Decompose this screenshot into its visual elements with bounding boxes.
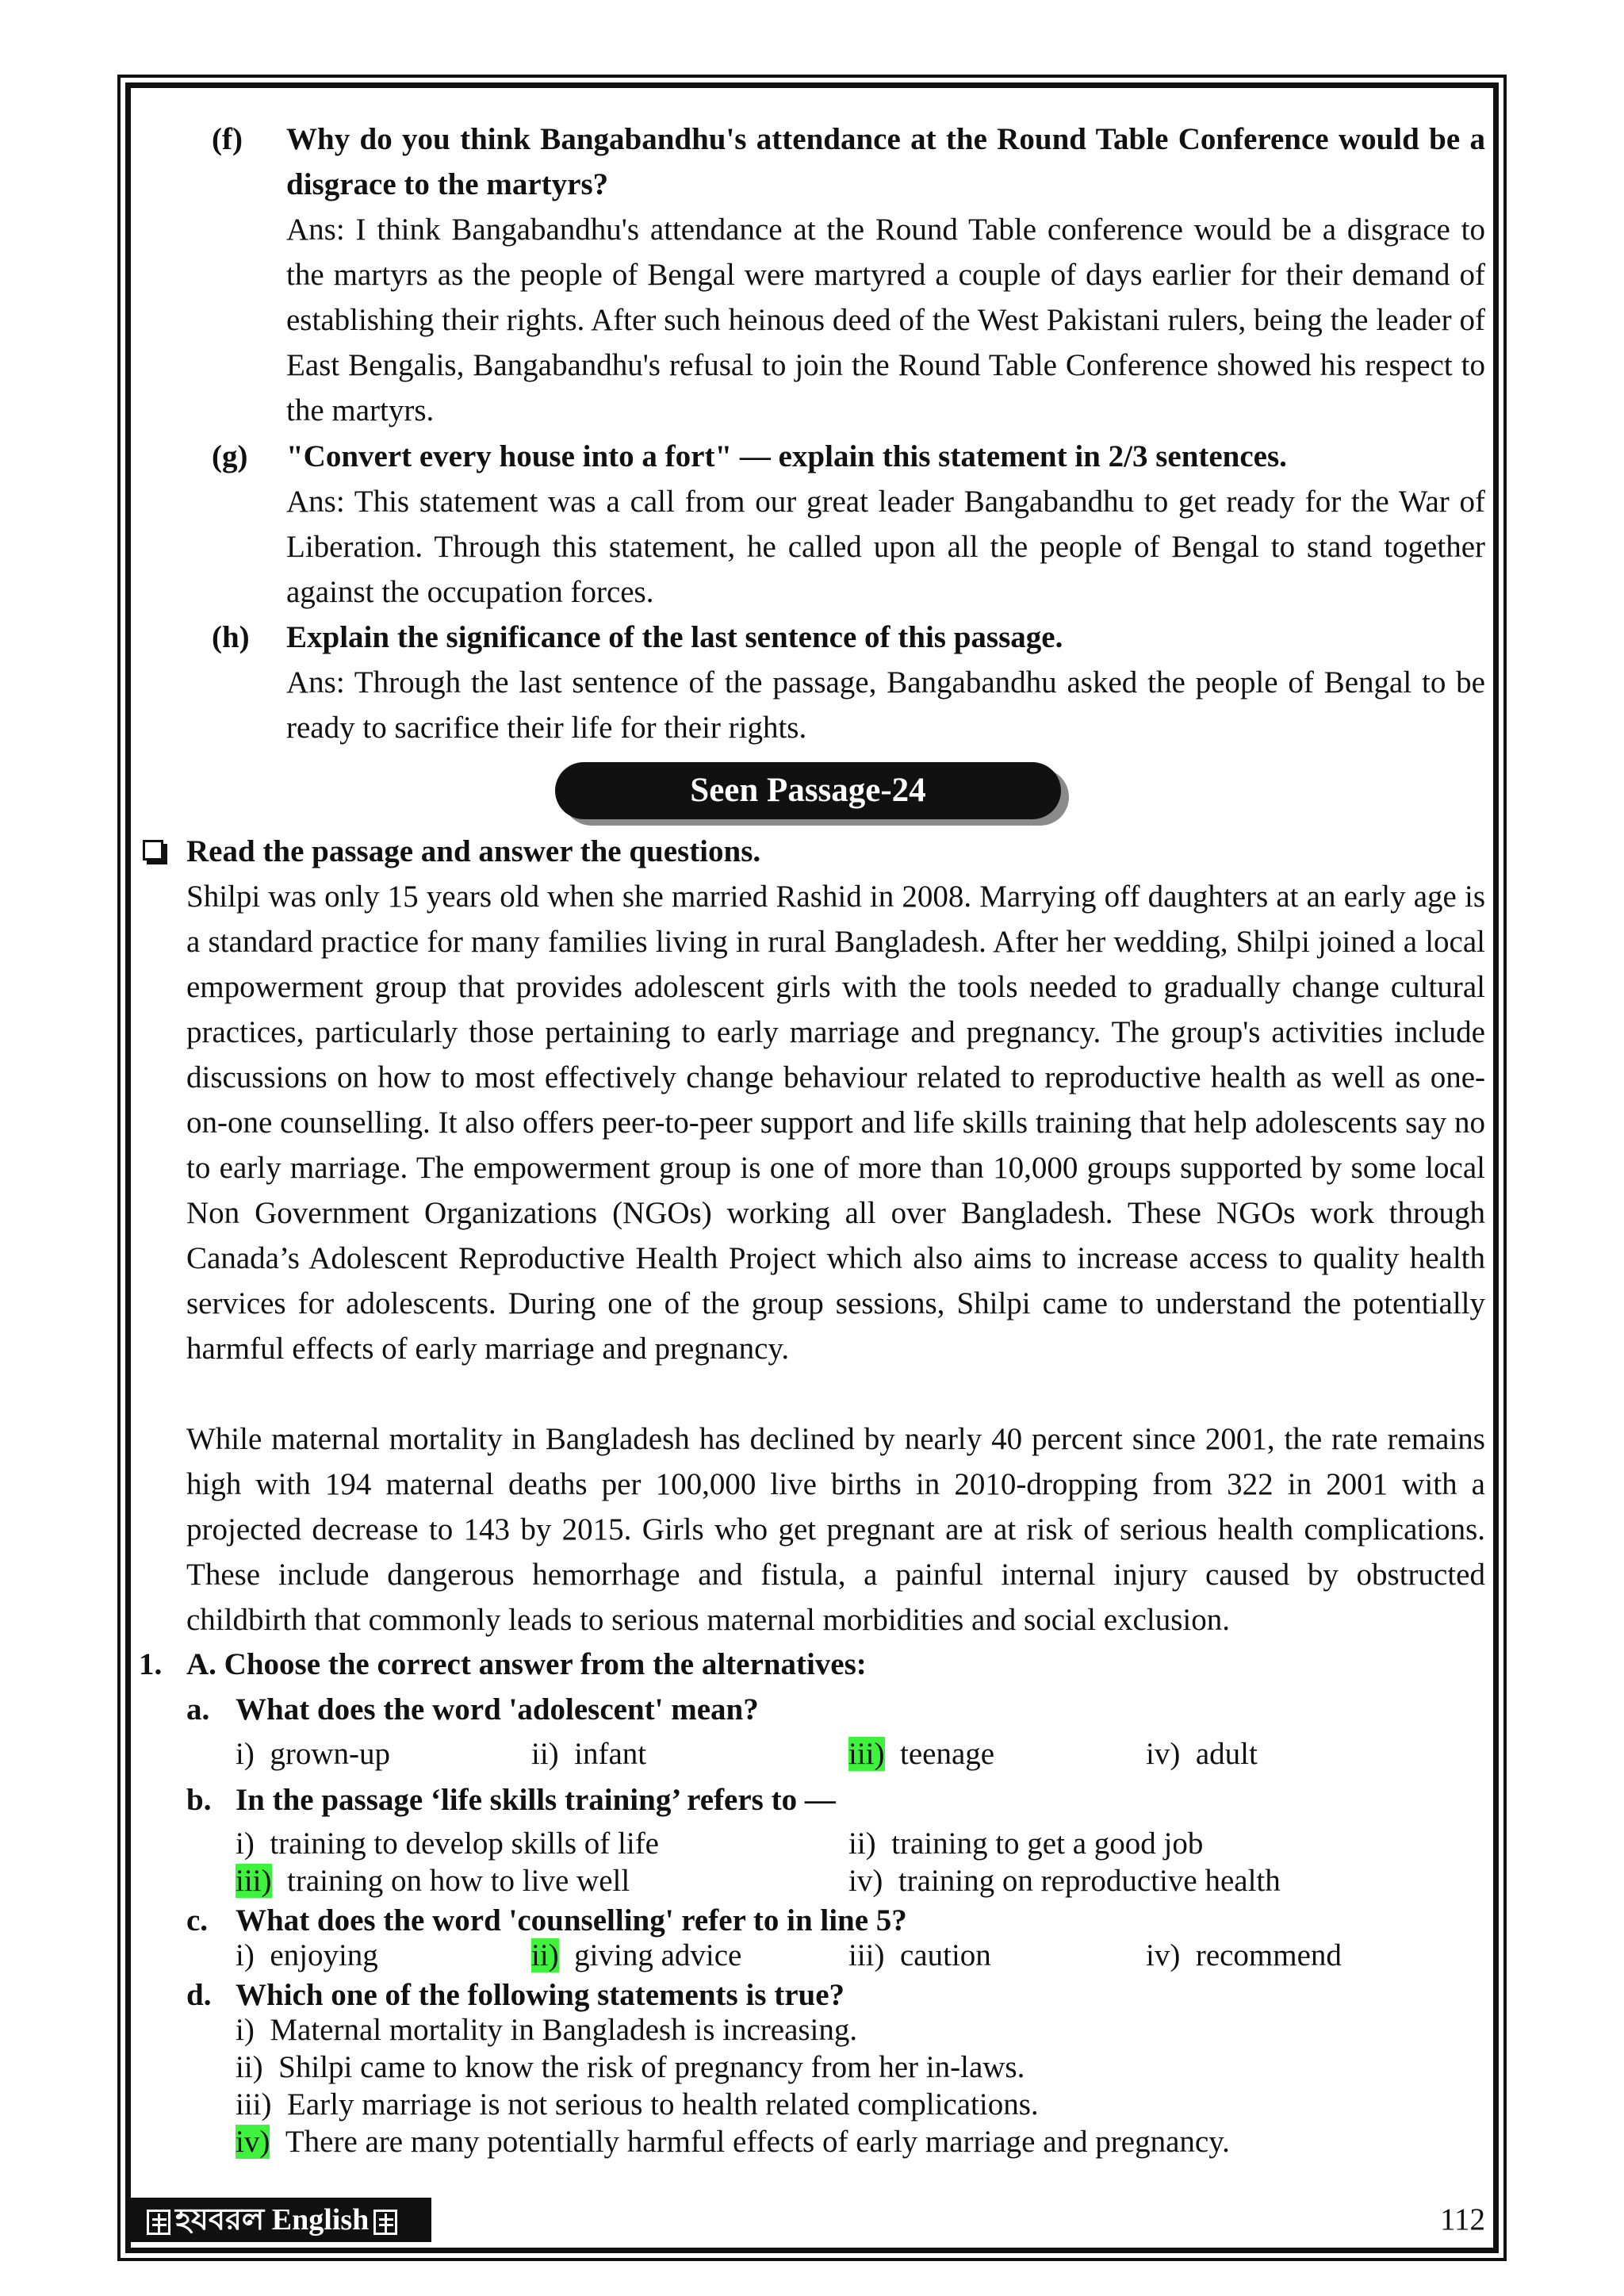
correct-answer-highlight: ii) (531, 1938, 559, 1972)
correct-answer-highlight: iii) (236, 1864, 272, 1898)
question-label-g: (g) (212, 439, 248, 473)
item-a-question: What does the word 'adolescent' mean? (236, 1692, 759, 1727)
passage-paragraph-1: Shilpi was only 15 years old when she married Rashid in 2008. Marrying off daughters at an early age is a standard practice for many families living in rural Bangladesh. After her wedding, Shilpi joined a local empowerment group that provides adolescent girls with the tools needed to gradually change cultural practices, particularly those pertaining to early marriage and pregnancy. The group's activities include discussions on how to most effectively change behaviour related to reproductive health as well as one-on-one counselling. It also offers peer-to-peer support and life skills training that help adolescents say no to early marriage. The empowerment group is one of more than 10,000 groups supported by some local Non Government Organizations (NGOs) working all over Bangladesh. These NGOs work through Canada’s Adolescent Reproductive Health Project which also aims to increase access to quality health services for adolescents. During one of the group sessions, Shilpi came to understand the potentially harmful effects of early marriage and pregnancy. (186, 880, 1485, 1366)
item-b-option-2: ii) training to get a good job (848, 1826, 1204, 1861)
item-d-letter: d. (186, 1978, 212, 2012)
question-label-f: (f) (212, 122, 243, 156)
page-content (131, 88, 1493, 2248)
item-d-option-1: i) Maternal mortality in Bangladesh is increasing. (236, 2013, 858, 2047)
book-icon (373, 2210, 397, 2235)
correct-answer-highlight: iii) (848, 1737, 885, 1771)
item-a-option-3-correct: iii) teenage (848, 1737, 995, 1771)
item-c-question: What does the word 'counselling' refer to in line 5? (236, 1903, 907, 1938)
item-c-option-4: iv) recommend (1146, 1938, 1342, 1972)
answer-h: Ans: Through the last sentence of the passage, Bangabandhu asked the people of Bengal to be ready to sacrifice their life for their rights. (286, 665, 1485, 745)
item-a-option-2: ii) infant (531, 1737, 647, 1771)
task-title: A. Choose the correct answer from the alternatives: (186, 1647, 867, 1681)
question-h: Explain the significance of the last sentence of this passage. (286, 620, 1063, 654)
item-a-option-1: i) grown-up (236, 1737, 390, 1771)
item-c-option-3: iii) caution (848, 1938, 991, 1972)
item-b-option-1: i) training to develop skills of life (236, 1826, 659, 1861)
correct-answer-highlight: iv) (236, 2125, 270, 2159)
passage-paragraph-2: While maternal mortality in Bangladesh has declined by nearly 40 percent since 2001, the rate remains high with 194 maternal deaths per 100,000 live births in 2010-dropping from 322 in 2001 with a projected decrease to 143 by 2015. Girls who get pregnant are at risk of serious health complications. These include dangerous hemorrhage and fistula, a painful internal injury caused by obstructed childbirth that commonly leads to serious maternal morbidities and social exclusion. (186, 1422, 1485, 1637)
section-title-pill: Seen Passage-24 (555, 762, 1061, 819)
item-d-option-2: ii) Shilpi came to know the risk of pregnancy from her in-laws. (236, 2050, 1025, 2084)
book-icon (147, 2210, 170, 2235)
checkbox-bullet-icon (143, 840, 163, 861)
item-a-letter: a. (186, 1692, 210, 1727)
item-b-option-3-correct: iii) training on how to live well (236, 1864, 630, 1898)
item-b-letter: b. (186, 1783, 212, 1817)
task-number: 1. (139, 1647, 163, 1681)
question-label-h: (h) (212, 620, 250, 654)
item-b-question: In the passage ‘life skills training’ refers to — (236, 1783, 836, 1817)
item-b-option-4: iv) training on reproductive health (848, 1864, 1281, 1898)
footer-brand-badge (129, 2198, 431, 2242)
answer-g: Ans: This statement was a call from our great leader Bangabandhu to get ready for the War of Liberation. Through this statement, he called upon all the people of Bengal to stand together against the occupation forces. (286, 485, 1485, 609)
item-d-option-3: iii) Early marriage is not serious to health related complications. (236, 2087, 1039, 2122)
page-number: 112 (1439, 2202, 1485, 2237)
answer-f: Ans: I think Bangabandhu's attendance at the Round Table conference would be a disgrace to the martyrs as the people of Bengal were martyred a couple of days earlier for their demand of establishing their rights. After such heinous deed of the West Pakistani rulers, being the leader of East Bengalis, Bangabandhu's refusal to join the Round Table Conference showed his respect to the martyrs. (286, 213, 1485, 427)
question-f: Why do you think Bangabandhu's attendance at the Round Table Conference would be a disgrace to the martyrs? (286, 122, 1485, 201)
item-a-option-4: iv) adult (1146, 1737, 1258, 1771)
item-d-option-4-correct: iv) There are many potentially harmful effects of early marriage and pregnancy. (236, 2125, 1230, 2159)
item-d-question: Which one of the following statements is true? (236, 1978, 845, 2012)
instruction-heading: Read the passage and answer the questions. (186, 834, 761, 868)
footer-brand-text: হযবরল English (175, 2203, 370, 2237)
item-c-option-2-correct: ii) giving advice (531, 1938, 742, 1972)
item-c-letter: c. (186, 1903, 209, 1938)
question-g: "Convert every house into a fort" — explain this statement in 2/3 sentences. (286, 439, 1287, 473)
item-c-option-1: i) enjoying (236, 1938, 378, 1972)
